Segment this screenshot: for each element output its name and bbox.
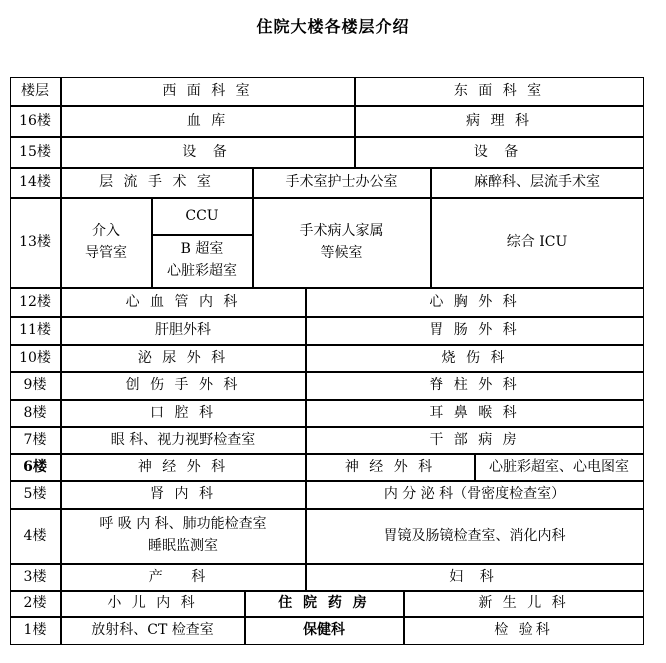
west-dept-ultrasound [152, 235, 253, 288]
west-dept: 小 儿 内 科 [61, 591, 245, 617]
floor-label: 1楼 [10, 617, 61, 645]
east-dept: 心脏彩超室、心电图室 [475, 454, 644, 481]
floor-label: 5楼 [10, 481, 61, 509]
floor-label: 9楼 [10, 372, 61, 400]
east-dept: 胃 肠 外 科 [306, 317, 644, 345]
header-floor: 楼层 [10, 77, 61, 106]
east-dept: 耳 鼻 喉 科 [306, 400, 644, 427]
middle-dept: 神 经 外 科 [306, 454, 475, 481]
east-dept: 胃镜及肠镜检查室、消化内科 [306, 509, 644, 564]
west-dept [61, 509, 306, 564]
east-dept: 妇 科 [306, 564, 644, 591]
east-dept: 内 分 泌 科（骨密度检查室） [306, 481, 644, 509]
west-dept: 眼 科、视力视野检查室 [61, 427, 306, 454]
west-dept: 口 腔 科 [61, 400, 306, 427]
west-dept-intervention [61, 198, 152, 288]
floor-label: 15楼 [10, 137, 61, 168]
dept-line: 导管室 [85, 244, 127, 261]
east-dept: 病 理 科 [355, 106, 644, 137]
middle-dept: 住 院 药 房 [245, 591, 404, 617]
west-dept-ccu: CCU [152, 198, 253, 235]
east-dept: 麻醉科、层流手术室 [431, 168, 644, 198]
west-dept: 层 流 手 术 室 [61, 168, 253, 198]
middle-dept: 手术室护士办公室 [253, 168, 431, 198]
east-dept: 心 胸 外 科 [306, 288, 644, 317]
middle-dept: 保健科 [245, 617, 404, 645]
floor-label: 8楼 [10, 400, 61, 427]
west-dept: 肾 内 科 [61, 481, 306, 509]
dept-line: 手术病人家属 [299, 222, 384, 239]
page-title: 住院大楼各楼层介绍 [256, 17, 410, 36]
east-dept: 新 生 儿 科 [404, 591, 644, 617]
west-dept: 产 科 [61, 564, 306, 591]
dept-line: 心脏彩超室 [167, 263, 237, 279]
header-east: 东 面 科 室 [355, 77, 644, 106]
floor-label: 10楼 [10, 345, 61, 372]
header-west: 西 面 科 室 [61, 77, 355, 106]
dept-line: 介入 [92, 222, 120, 239]
west-dept: 泌 尿 外 科 [61, 345, 306, 372]
dept-line: 呼 吸 内 科、肺功能检查室 [99, 516, 267, 533]
dept-line: 睡眠监测室 [148, 538, 218, 554]
middle-dept-waiting [253, 198, 431, 288]
floor-label: 14楼 [10, 168, 61, 198]
floor-label: 6楼 [10, 454, 61, 481]
west-dept: 创 伤 手 外 科 [61, 372, 306, 400]
west-dept: 放射科、CT 检查室 [61, 617, 245, 645]
floor-label: 7楼 [10, 427, 61, 454]
west-dept: 心 血 管 内 科 [61, 288, 306, 317]
dept-line: 等候室 [320, 244, 363, 261]
floor-label: 4楼 [10, 509, 61, 564]
floor-label: 2楼 [10, 591, 61, 617]
floor-label: 11楼 [10, 317, 61, 345]
west-dept: 血 库 [61, 106, 355, 137]
floor-label: 3楼 [10, 564, 61, 591]
east-dept-icu: 综合 ICU [431, 198, 644, 288]
dept-line: B 超室 [180, 241, 224, 258]
floor-label: 13楼 [10, 198, 61, 288]
east-dept: 设 备 [355, 137, 644, 168]
east-dept: 检 验科 [404, 617, 644, 645]
east-dept: 干 部 病 房 [306, 427, 644, 454]
floor-label: 16楼 [10, 106, 61, 137]
floor-label: 12楼 [10, 288, 61, 317]
east-dept: 脊 柱 外 科 [306, 372, 644, 400]
east-dept: 烧 伤 科 [306, 345, 644, 372]
west-dept: 设 备 [61, 137, 355, 168]
west-dept: 神 经 外 科 [61, 454, 306, 481]
west-dept: 肝胆外科 [61, 317, 306, 345]
